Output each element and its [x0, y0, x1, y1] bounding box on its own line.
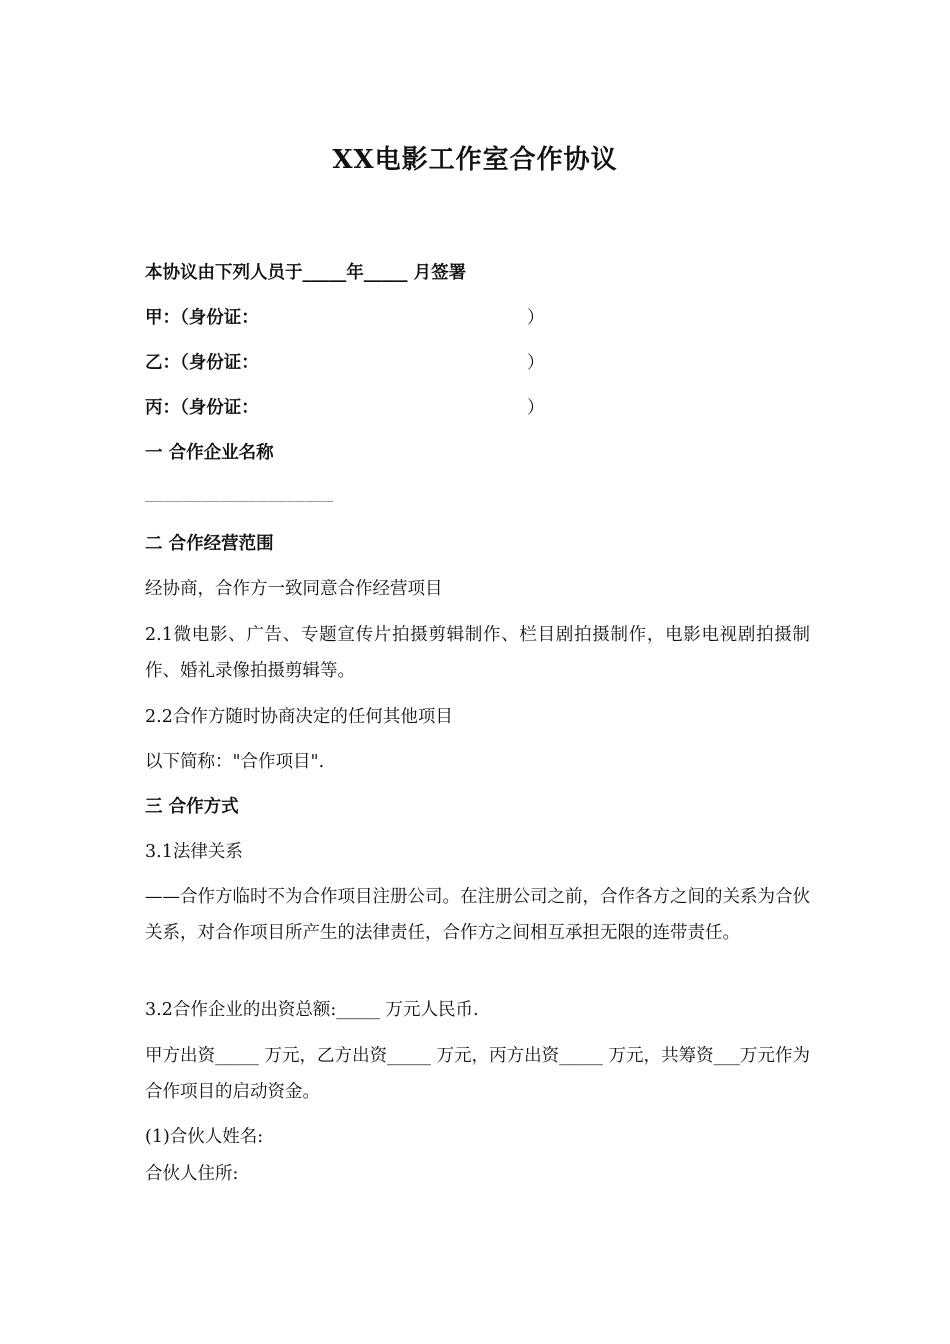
section3-heading: 三 合作方式	[145, 797, 239, 817]
party-b-close: ）	[527, 353, 545, 373]
company-name-blank: ____________________	[145, 484, 334, 502]
section2-intro: 经协商，合作方一致同意合作经营项目	[145, 579, 443, 599]
legal-relationship-text: ——合作方临时不为合作项目注册公司。在注册公司之前，合作各方之间的关系为合伙关系，对合作项目所产生的法律责任，合作方之间相互承担无限的连带责任。	[145, 887, 810, 943]
party-b-line: 乙：（身份证：	[145, 353, 259, 373]
partner-name-line: (1)合伙人姓名:	[145, 1127, 264, 1147]
document-title: XX电影工作室合作协议	[332, 145, 618, 175]
section1-heading: 一 合作企业名称	[145, 443, 274, 463]
signing-intro: 本协议由下列人员于_____年_____ 月签署	[145, 263, 467, 283]
item-2-1: 2.1微电影、广告、专题宣传片拍摄剪辑制作、栏目剧拍摄制作，电影电视剧拍摄制作、婚礼录像拍摄剪辑等。	[145, 625, 810, 681]
abbreviation-line: 以下简称："合作项目".	[145, 752, 325, 772]
item-3-1: 3.1法律关系	[145, 842, 243, 862]
party-a-close: ）	[527, 308, 545, 328]
party-c-line: 丙：（身份证：	[145, 398, 259, 418]
item-2-2: 2.2合作方随时协商决定的任何其他项目	[145, 707, 453, 727]
party-a-line: 甲：（身份证：	[145, 308, 259, 328]
capital-contribution-text: 甲方出资_____ 万元，乙方出资_____ 万元，丙方出资_____ 万元，共筹资___万元作为合作项目的启动资金。	[145, 1046, 810, 1102]
partner-address-line: 合伙人住所:	[145, 1164, 239, 1184]
party-c-close: ）	[527, 398, 545, 418]
section2-heading: 二 合作经营范围	[145, 534, 274, 554]
item-3-2: 3.2合作企业的出资总额:_____ 万元人民币.	[145, 1000, 479, 1020]
